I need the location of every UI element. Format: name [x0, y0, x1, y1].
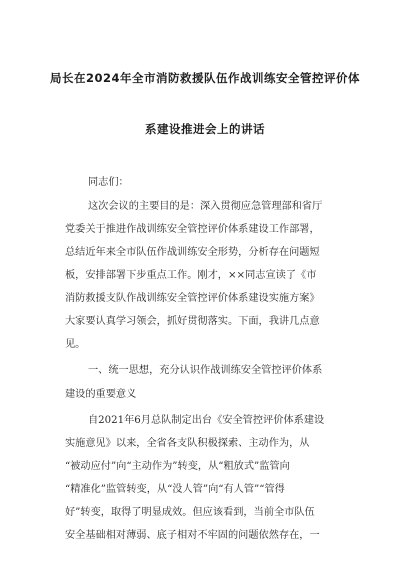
- salutation: 同志们：: [88, 177, 129, 188]
- paragraph-2-line: 实施意见》以来，全省各支队积极探索、主动作为，从: [65, 438, 310, 449]
- paragraph-1-line: 消防救援支队作战训练安全管控评价体系建设实施方案》: [65, 293, 320, 304]
- document-title-line-2: 系建设推进会上的讲话: [145, 122, 265, 136]
- section-heading-line: 建设的重要意义: [65, 389, 137, 400]
- section-heading-line: 一、统一思想，充分认识作战训练安全管控评价体系: [88, 365, 323, 376]
- paragraph-1-line: 大家要认真学习领会，抓好贯彻落实。下面，我讲几点意: [65, 316, 320, 327]
- paragraph-1-line: 这次会议的主要目的是：深入贯彻应急管理部和省厅: [88, 201, 323, 212]
- paragraph-2-line: “精准化”监管转变，从“没人管”向“有人管”“管得: [65, 484, 285, 495]
- paragraph-1-line: 板，安排部署下步重点工作。刚才，××同志宣读了《市: [65, 270, 317, 281]
- paragraph-2-line: 自2021年6月总队制定出台《安全管控评价体系建设: [88, 415, 325, 426]
- paragraph-2-line: 安全基础相对薄弱、底子相对不牢固的问题依然存在，一: [65, 530, 320, 541]
- paragraph-2-line: 好”转变，取得了明显成效。但应该看到，当前全市队伍: [65, 507, 315, 518]
- document-title-line-1: 局长在2024年全市消防救援队伍作战训练安全管控评价体: [49, 71, 360, 85]
- paragraph-1-line: 党委关于推进作战训练安全管控评价体系建设工作部署，: [65, 224, 320, 235]
- paragraph-1-line: 总结近年来全市队伍作战训练安全形势，分析存在问题短: [65, 247, 320, 258]
- paragraph-2-line: “被动应付”向“主动作为”转变，从“粗放式”监管向: [65, 461, 290, 472]
- paragraph-1-line: 见。: [65, 339, 86, 350]
